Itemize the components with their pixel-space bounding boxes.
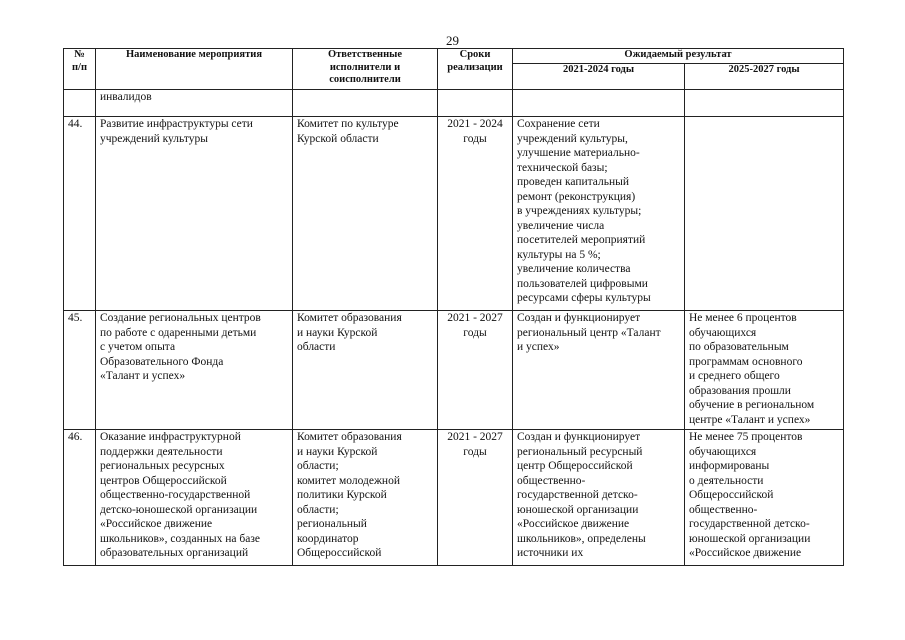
row-terms: 2021 - 2024 годы [438,117,513,311]
row-result-2025-2027 [685,90,844,117]
row-result-2025-2027: Не менее 6 процентов обучающихся по образовательным программам основного и среднего общего образования прошли обучение в региональном центре «Талант и успех» [685,311,844,430]
header-terms: Сроки реализации [438,49,513,90]
row-name: инвалидов [96,90,293,117]
action-plan-table [63,48,844,566]
row-num: 45. [64,311,96,430]
row-result-2025-2027 [685,117,844,311]
table-row [64,430,844,566]
row-result-2021-2024: Создан и функционирует региональный центр «Талант и успех» [513,311,685,430]
header-period-2025-2027: 2025-2027 годы [685,64,844,90]
header-num: № п/п [64,49,96,90]
row-result-2021-2024: Создан и функционирует региональный ресурсный центр Общероссийской общественно- государственной детско- юношеской организации «Российское движение школьников», определены источники их [513,430,685,566]
page-number: 29 [446,33,459,48]
row-name: Оказание инфраструктурной поддержки деятельности региональных ресурсных центров Общероссийской общественно-государственной детско-юношеской организации «Российское движение школьников», созданных на базе образовательных организаций [96,430,293,566]
row-result-2025-2027: Не менее 75 процентов обучающихся информированы о деятельности Общероссийской общественно- государственной детско- юношеской организации «Российское движение [685,430,844,566]
row-num: 46. [64,430,96,566]
row-responsible [293,90,438,117]
row-terms [438,90,513,117]
row-num [64,90,96,117]
header-name: Наименование мероприятия [96,49,293,90]
header-period-2021-2024: 2021-2024 годы [513,64,685,90]
table-row [64,117,844,311]
row-result-2021-2024: Сохранение сети учреждений культуры, улучшение материально- технической базы; проведен капитальный ремонт (реконструкция) в учреждениях культуры; увеличение числа посетителей мероприятий культуры на 5 %; увеличение количества пользователей цифровыми ресурсами сферы культуры [513,117,685,311]
row-responsible: Комитет образования и науки Курской области; комитет молодежной политики Курской области; региональный координатор Общероссийской [293,430,438,566]
row-result-2021-2024 [513,90,685,117]
table-row [64,311,844,430]
header-responsible: Ответственные исполнители и соисполнители [293,49,438,90]
row-responsible: Комитет по культуре Курской области [293,117,438,311]
row-terms: 2021 - 2027 годы [438,430,513,566]
row-terms: 2021 - 2027 годы [438,311,513,430]
row-num: 44. [64,117,96,311]
row-name: Создание региональных центров по работе с одаренными детьми с учетом опыта Образовательного Фонда «Талант и успех» [96,311,293,430]
header-expected-result: Ожидаемый результат [513,49,844,64]
table-row [64,90,844,117]
row-responsible: Комитет образования и науки Курской области [293,311,438,430]
row-name: Развитие инфраструктуры сети учреждений культуры [96,117,293,311]
